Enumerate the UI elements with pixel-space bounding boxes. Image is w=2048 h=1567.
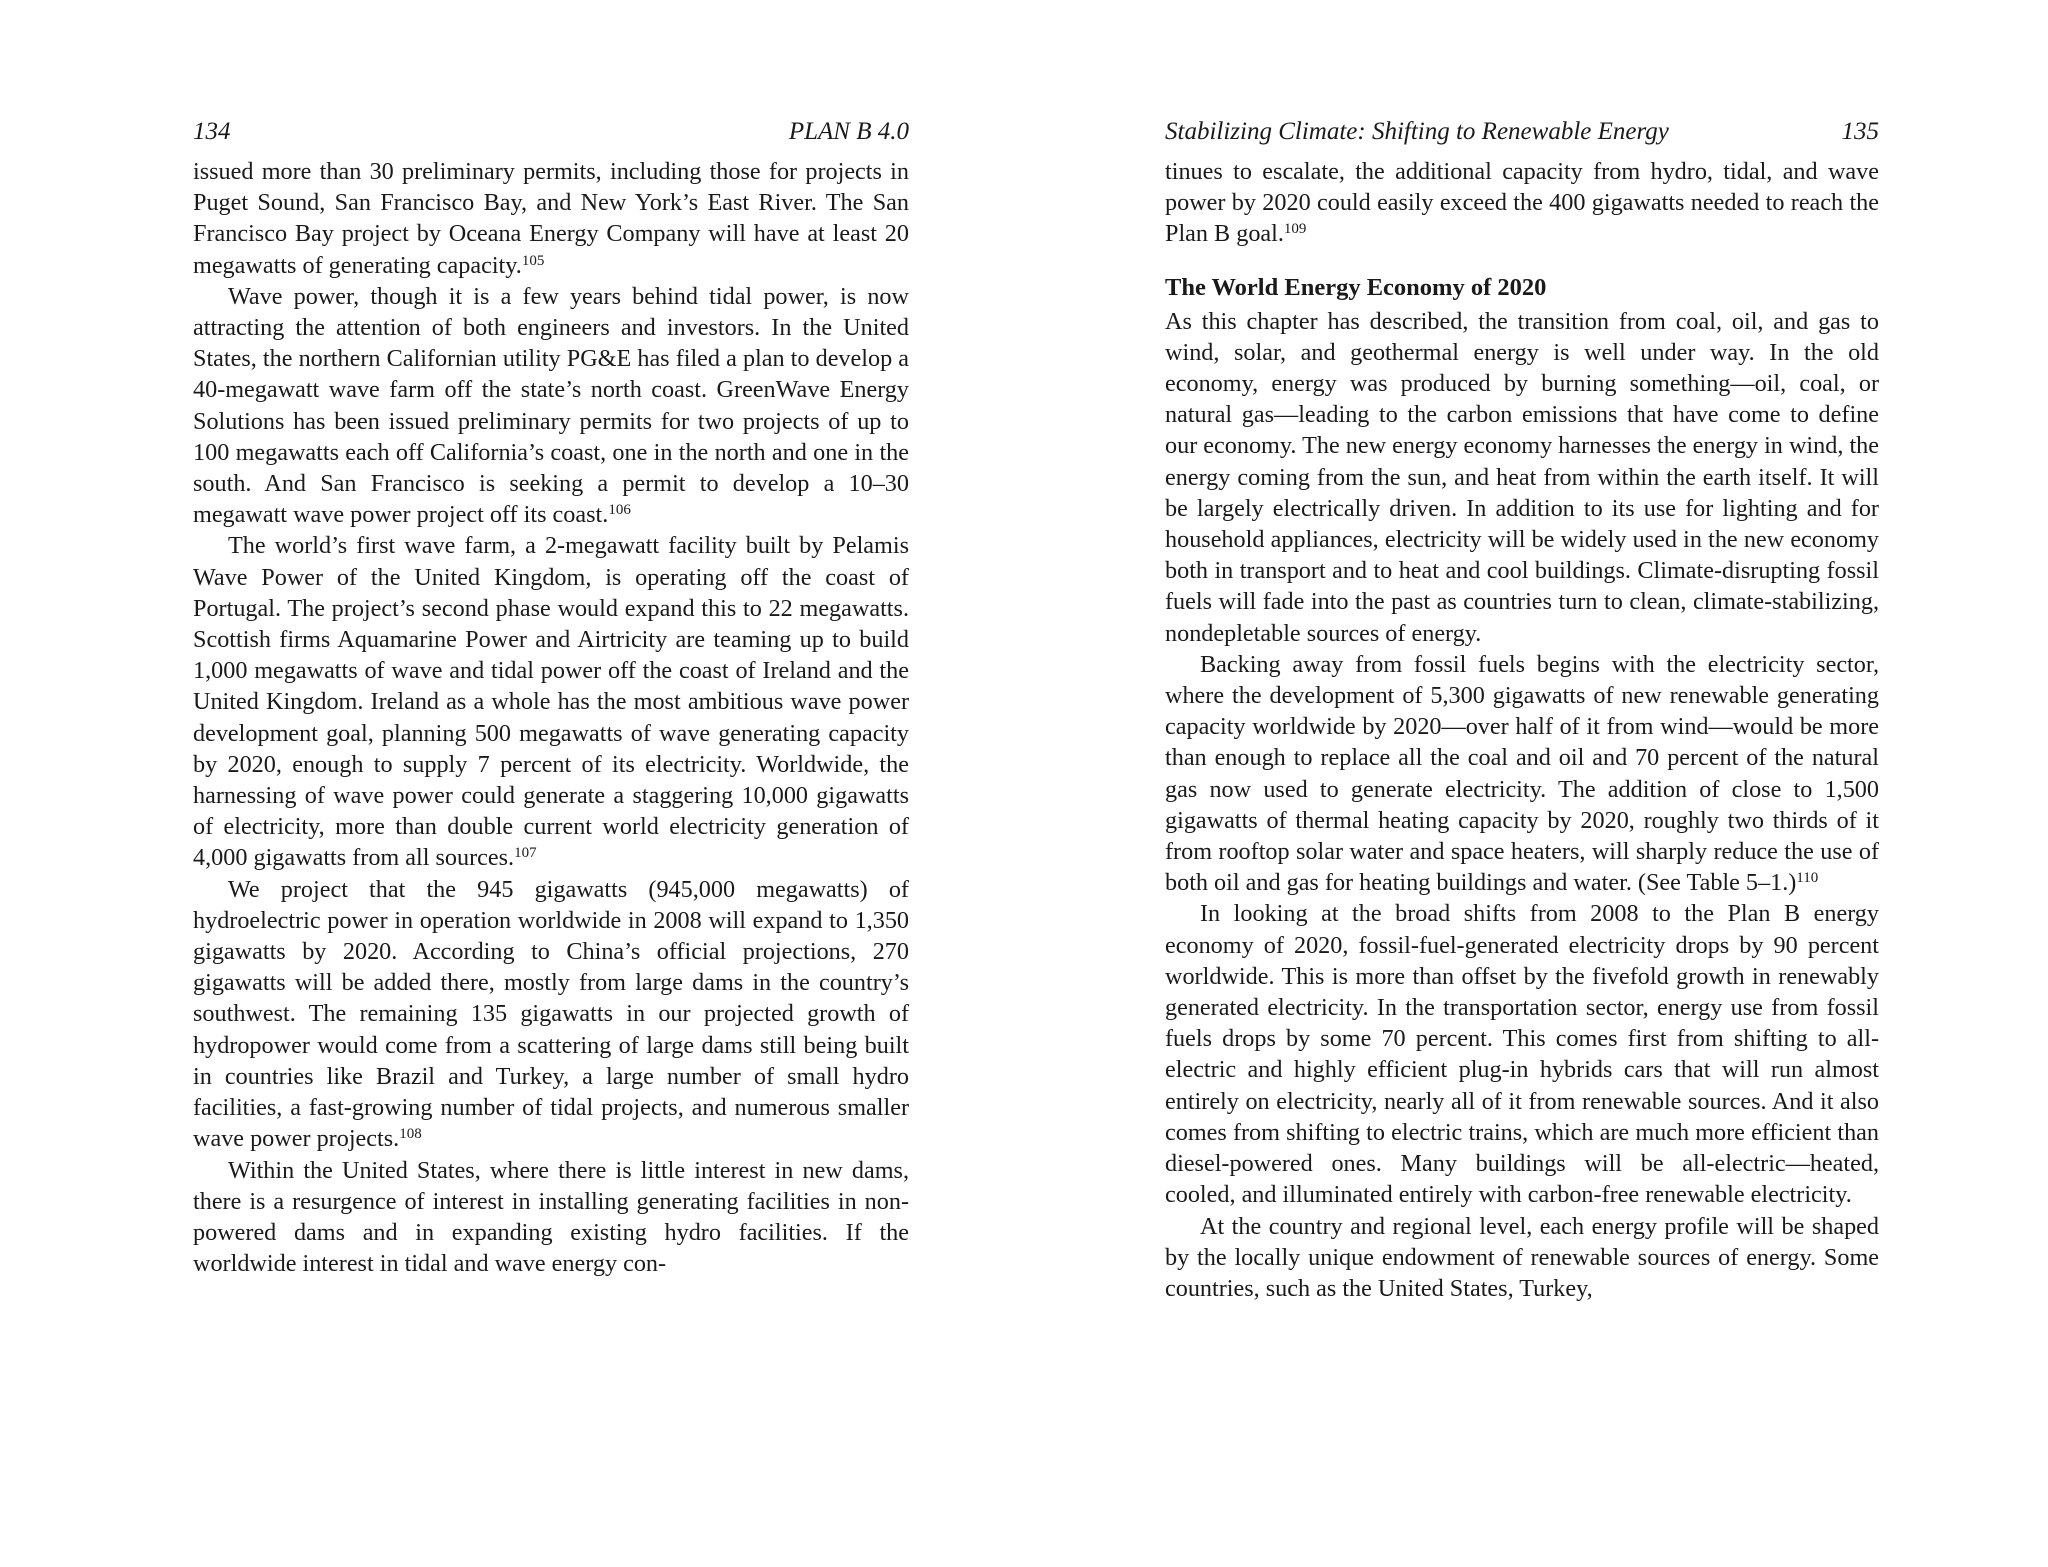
- footnote-ref: 109: [1283, 221, 1307, 238]
- page-number: 134: [193, 118, 231, 145]
- page-number: 135: [1841, 118, 1879, 145]
- paragraph-text: As this chapter has described, the transition from coal, oil, and gas to wind, solar, and geothermal energy is well under way. In the old economy, energy was produced by burning something—oil, coal, or natural gas—leading to the carbon emissions that have come to define our economy. The new energy economy harnesses the energy in wind, the energy coming from the sun, and heat from within the earth itself. It will be largely electrically driven. In addition to its use for lighting and for household appliances, electricity will be widely used in the new economy both in transport and to heat and cool buildings. Climate-disrupting fossil fuels will fade into the past as countries turn to clean, climate-stabilizing, nondepletable sources of energy.: [1165, 307, 1879, 647]
- footnote-ref: 107: [514, 845, 537, 862]
- footnote-ref: 105: [521, 252, 545, 269]
- footnote-ref: 110: [1796, 870, 1819, 887]
- left-page: [193, 112, 909, 1279]
- right-body-text: [1165, 156, 1879, 1304]
- paragraph: [1165, 649, 1879, 899]
- paragraph-text: At the country and regional level, each energy profile will be shaped by the locally unique endowment of renewable sources of energy. Some countries, such as the United States, Turkey,: [1165, 1212, 1879, 1302]
- paragraph: [193, 530, 909, 873]
- running-title: PLAN B 4.0: [788, 118, 909, 145]
- running-title: Stabilizing Climate: Shifting to Renewable Energy: [1165, 118, 1669, 145]
- paragraph: [193, 874, 909, 1155]
- paragraph-text: tinues to escalate, the additional capacity from hydro, tidal, and wave power by 2020 could easily exceed the 400 gigawatts needed to reach the Plan B goal.: [1165, 158, 1879, 248]
- right-page: [1165, 112, 1879, 1304]
- paragraph-text: In looking at the broad shifts from 2008 to the Plan B energy economy of 2020, fossil-fuel-generated electricity drops by 90 percent worldwide. This is more than offset by the fivefold growth in renewably generated electricity. In the transportation sector, energy use from fossil fuels drops by some 70 percent. This comes first from shifting to all-electric and highly efficient plug-in hybrids cars that will run almost entirely on electricity, nearly all of it from renewable sources. And it also comes from shifting to electric trains, which are much more efficient than diesel-powered ones. Many buildings will be all-electric—heated, cooled, and illuminated entirely with carbon-free renewable electricity.: [1165, 900, 1879, 1209]
- paragraph: [1165, 156, 1879, 250]
- paragraph-text: Wave power, though it is a few years behind tidal power, is now attracting the attention of both engineers and investors. In the United States, the northern Californian utility PG&E has filed a plan to develop a 40-megawatt wave farm off the state’s north coast. GreenWave Energy Solutions has been issued preliminary permits for two projects of up to 100 megawatts each off California’s coast, one in the north and one in the south. And San Francisco is seeking a permit to develop a 10–30 megawatt wave power project off its coast.: [193, 282, 909, 529]
- section-heading: The World Energy Economy of 2020: [1165, 273, 1547, 301]
- paragraph-text: Within the United States, where there is little interest in new dams, there is a resurgence of interest in installing generating facilities in non-powered dams and in expanding existing hydro facilities. If the worldwide interest in tidal and wave energy con-: [193, 1156, 909, 1278]
- paragraph-text: We project that the 945 gigawatts (945,000 megawatts) of hydroelectric power in operation worldwide in 2008 will expand to 1,350 gigawatts by 2020. According to China’s official projections, 270 gigawatts will be added there, mostly from large dams in the country’s southwest. The remaining 135 gigawatts in our projected growth of hydropower would come from a scattering of large dams still being built in countries like Brazil and Turkey, a large number of small hydro facilities, a fast-growing number of tidal projects, and numerous smaller wave power projects.: [193, 875, 909, 1153]
- footnote-ref: 106: [608, 501, 631, 518]
- paragraph: [1165, 306, 1879, 649]
- paragraph: [193, 281, 909, 531]
- paragraph: [1165, 1211, 1879, 1305]
- paragraph: [193, 1155, 909, 1280]
- left-body-text: [193, 156, 909, 1279]
- paragraph-text: Backing away from fossil fuels begins with the electricity sector, where the development of 5,300 gigawatts of new renewable generating capacity worldwide by 2020—over half of it from wind—would be more than enough to replace all the coal and oil and 70 percent of the natural gas now used to generate electricity. The addition of close to 1,500 gigawatts of thermal heating capacity by 2020, roughly two thirds of it from rooftop solar water and space heaters, will sharply reduce the use of both oil and gas for heating buildings and water. (See Table 5–1.): [1165, 650, 1879, 897]
- running-head-left: [193, 112, 909, 152]
- paragraph: [193, 156, 909, 281]
- paragraph-text: issued more than 30 preliminary permits, including those for projects in Puget Sound, San Francisco Bay, and New York’s East River. The San Francisco Bay project by Oceana Energy Company will have at least 20 megawatts of generating capacity.: [193, 158, 909, 279]
- paragraph: [1165, 898, 1879, 1210]
- paragraph-text: The world’s first wave farm, a 2-megawatt facility built by Pelamis Wave Power of the United Kingdom, is operating off the coast of Portugal. The project’s second phase would expand this to 22 megawatts. Scottish firms Aquamarine Power and Airtricity are teaming up to build 1,000 megawatts of wave and tidal power off the coast of Ireland and the United Kingdom. Ireland as a whole has the most ambitious wave power development goal, planning 500 megawatts of wave generating capacity by 2020, enough to supply 7 percent of its electricity. Worldwide, the harnessing of wave power could generate a staggering 10,000 gigawatts of electricity, more than double current world electricity generation of 4,000 gigawatts from all sources.: [193, 532, 909, 872]
- footnote-ref: 108: [399, 1126, 422, 1143]
- running-head-right: [1165, 112, 1879, 152]
